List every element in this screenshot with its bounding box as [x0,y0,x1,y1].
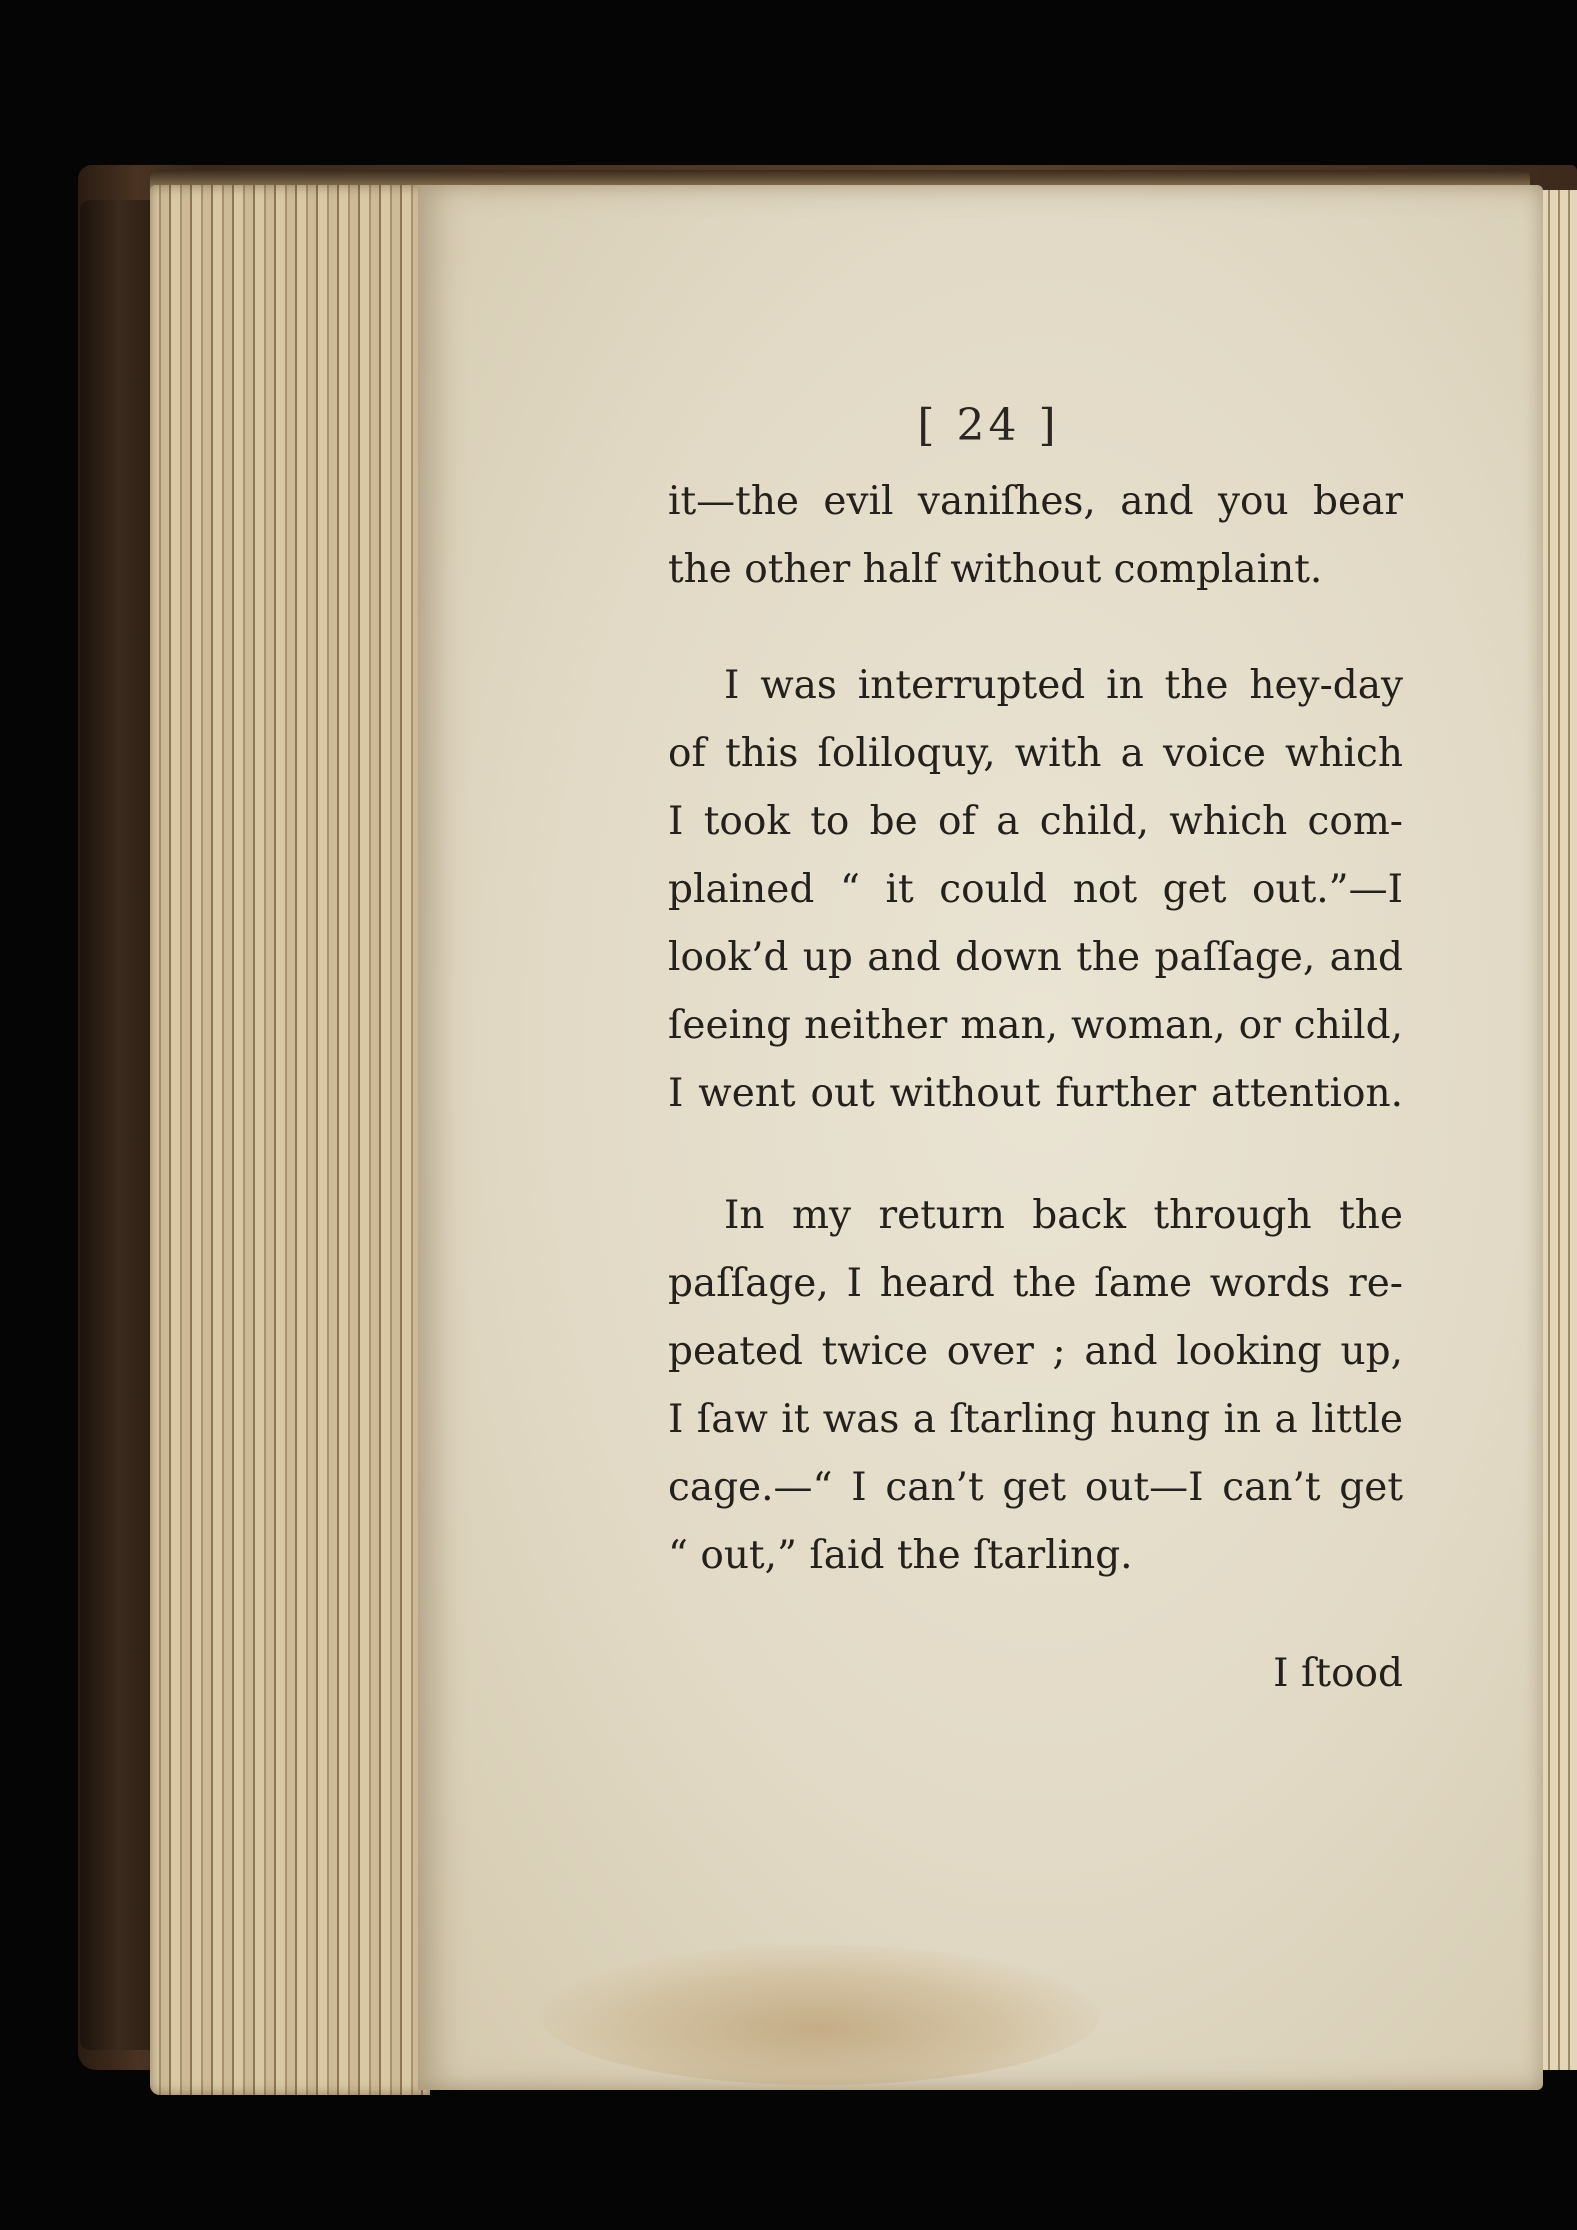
text-line: the other half without complaint. [668,547,1323,592]
left-page-edges [150,185,430,2095]
text-line: of this ſoliloquy, with a voice which [668,731,1403,776]
page-header [0,400,1577,451]
catchword: I ſtood [1273,1651,1403,1696]
text-line: In my return back through the [724,1193,1403,1238]
right-page-edges [1540,190,1577,2070]
text-line: paſſage, I heard the ſame words re- [668,1261,1403,1306]
text-line: peated twice over ; and looking up, [668,1329,1403,1374]
text-line: ſeeing neither man, woman, or child, [668,1003,1403,1048]
spine-edge [80,200,160,2050]
text-line: I ſaw it was a ſtarling hung in a little [668,1397,1403,1442]
paragraph-2 [668,652,1403,1128]
water-stain [540,1945,1100,2085]
text-line: it—the evil vaniſhes, and you bear [668,479,1403,524]
text-line: I went out without further attention. [668,1071,1403,1116]
text-line: plained “ it could not get out.”—I [668,867,1403,912]
page-number: [ 24 ] [917,400,1060,451]
text-line: I was interrupted in the hey-day [724,663,1403,708]
text-line: look’d up and down the paſſage, and [668,935,1403,980]
paragraph-1 [668,468,1403,604]
text-line: cage.—“ I can’t get out—I can’t get [668,1465,1403,1510]
text-line: I took to be of a child, which com- [668,799,1403,844]
paragraph-3 [668,1182,1403,1590]
text-line: “ out,” ſaid the ſtarling. [668,1533,1133,1578]
